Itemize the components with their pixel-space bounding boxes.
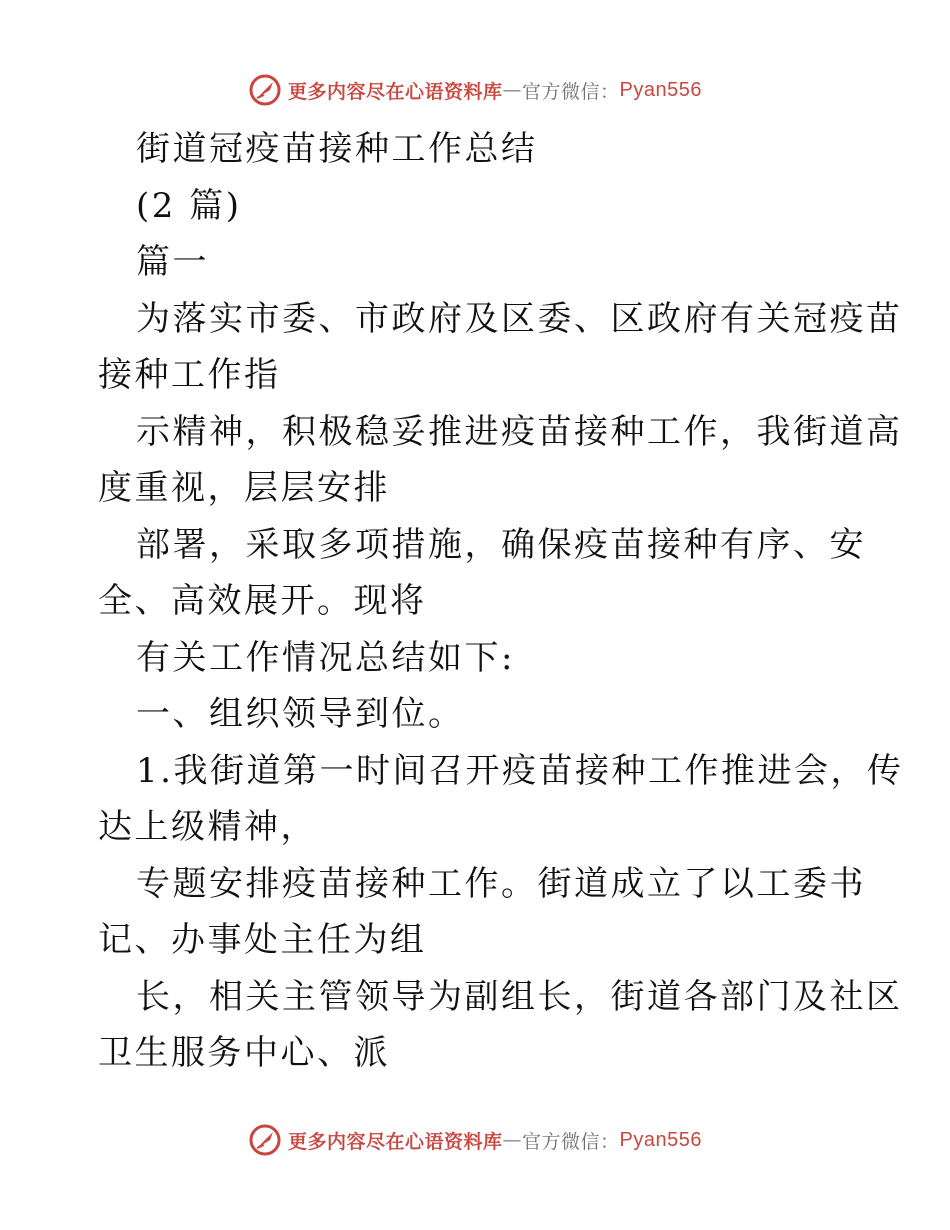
paragraph-line: 全、高效展开。现将 — [98, 581, 427, 621]
banner-site-name: 更多内容尽在心语资料库 — [288, 80, 503, 103]
banner-wechat-account: Pyan556 — [619, 78, 702, 101]
footer-watermark-banner — [0, 1122, 950, 1158]
document-body — [98, 121, 904, 1082]
section-heading: 一、组织领导到位。 — [136, 694, 465, 734]
paragraph-line: 为落实市委、市政府及区委、区政府有关冠疫苗 — [136, 298, 903, 339]
paragraph-line: 专题安排疫苗接种工作。街道成立了以工委书 — [136, 863, 866, 904]
paragraph-line: 度重视，层层安排 — [98, 468, 390, 508]
banner-dash: — — [502, 1129, 523, 1151]
paragraph-line: 接种工作指 — [98, 355, 281, 395]
banner-site-name: 更多内容尽在心语资料库 — [288, 1130, 503, 1153]
paragraph-line: 有关工作情况总结如下: — [136, 637, 515, 678]
paragraph-line: 示精神，积极稳妥推进疫苗接种工作，我街道高 — [136, 411, 903, 452]
paragraph-line: 部署，采取多项措施，确保疫苗接种有序、安 — [136, 524, 866, 565]
section-heading: 篇一 — [136, 242, 209, 282]
quill-logo-icon — [248, 73, 282, 107]
paragraph-line: 记、办事处主任为组 — [98, 920, 427, 960]
document-title: 街道冠疫苗接种工作总结 — [136, 129, 538, 169]
banner-wechat-label: 官方微信： — [522, 80, 620, 103]
header-watermark-banner — [0, 72, 950, 108]
paragraph-line: 长，相关主管领导为副组长，街道各部门及社区 — [136, 976, 903, 1017]
paragraph-line: 达上级精神， — [98, 807, 317, 847]
banner-wechat-label: 官方微信： — [522, 1130, 620, 1153]
paragraph-line: 1.我街道第一时间召开疫苗接种工作推进会，传 — [136, 750, 904, 791]
document-subtitle: (2 篇) — [136, 185, 242, 226]
banner-dash: — — [502, 79, 523, 101]
banner-wechat-account: Pyan556 — [619, 1128, 702, 1151]
paragraph-line: 卫生服务中心、派 — [98, 1033, 390, 1073]
quill-logo-icon — [248, 1123, 282, 1157]
